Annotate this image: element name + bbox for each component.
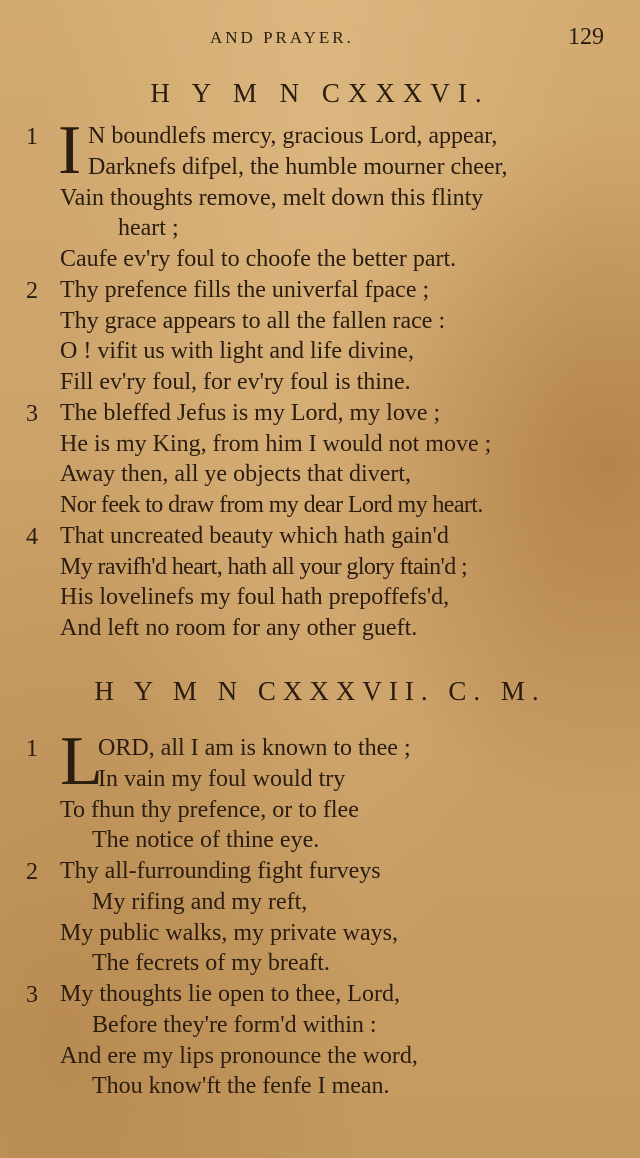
verse-line: ORD, all I am is known to thee ; [98,735,411,761]
verse-line: The fecrets of my breaft. [92,950,330,976]
verse-line: My public walks, my private ways, [60,920,398,946]
verse-line: Nor feek to draw from my dear Lord my heart. [60,492,483,518]
verse-line: Before they're form'd within : [92,1012,377,1038]
verse-line: Thou know'ft the fenfe I mean. [92,1073,390,1099]
verse-line: Caufe ev'ry foul to choofe the better part. [60,246,457,272]
verse-line: And ere my lips pronounce the word, [60,1043,418,1069]
verse-number: 3 [26,982,38,1008]
page-header [0,24,640,54]
verse-line: The notice of thine eye. [92,827,320,853]
verse-number: 2 [26,859,38,885]
drop-cap: I [58,112,82,189]
verse-number: 1 [26,124,38,150]
verse-line: My ravifh'd heart, hath all your glory ftain'd ; [60,554,468,580]
verse-line: Darknefs difpel, the humble mourner cheer, [88,154,508,180]
verse-line: Thy grace appears to all the fallen race : [60,308,446,334]
verse-line: And left no room for any other gueft. [60,615,418,641]
verse-line: To fhun thy prefence, or to flee [60,797,359,823]
hymn-title: H Y M N CXXXVI. [150,78,490,108]
verse-line: heart ; [118,215,179,241]
verse-line: My thoughts lie open to thee, Lord, [60,981,400,1007]
verse-line: His lovelinefs my foul hath prepoffefs'd, [60,584,450,610]
verse-line: That uncreated beauty which hath gain'd [60,523,449,549]
drop-cap: L [60,723,103,800]
verse-line: N boundlefs mercy, gracious Lord, appear, [88,123,498,149]
verse-line: Away then, all ye objects that divert, [60,461,412,487]
verse-line: Thy prefence fills the univerfal fpace ; [60,277,430,303]
running-head: AND PRAYER. [210,28,354,47]
page-number: 129 [568,24,604,50]
verse-line: Vain thoughts remove, melt down this flinty [60,185,484,211]
verse-line: Fill ev'ry foul, for ev'ry foul is thine. [60,369,411,395]
verse-number: 3 [26,401,38,427]
verse-number: 4 [26,524,38,550]
verse-line: In vain my foul would try [98,766,346,792]
verse-number: 2 [26,278,38,304]
verse-line: He is my King, from him I would not move ; [60,431,492,457]
hymn-title: H Y M N CXXXVII. C. M. [94,676,546,706]
verse-line: The bleffed Jefus is my Lord, my love ; [60,400,441,426]
verse-line: O ! vifit us with light and life divine, [60,338,414,364]
verse-line: Thy all-furrounding fight furveys [60,858,381,884]
verse-line: My rifing and my reft, [92,889,308,915]
verse-number: 1 [26,736,38,762]
